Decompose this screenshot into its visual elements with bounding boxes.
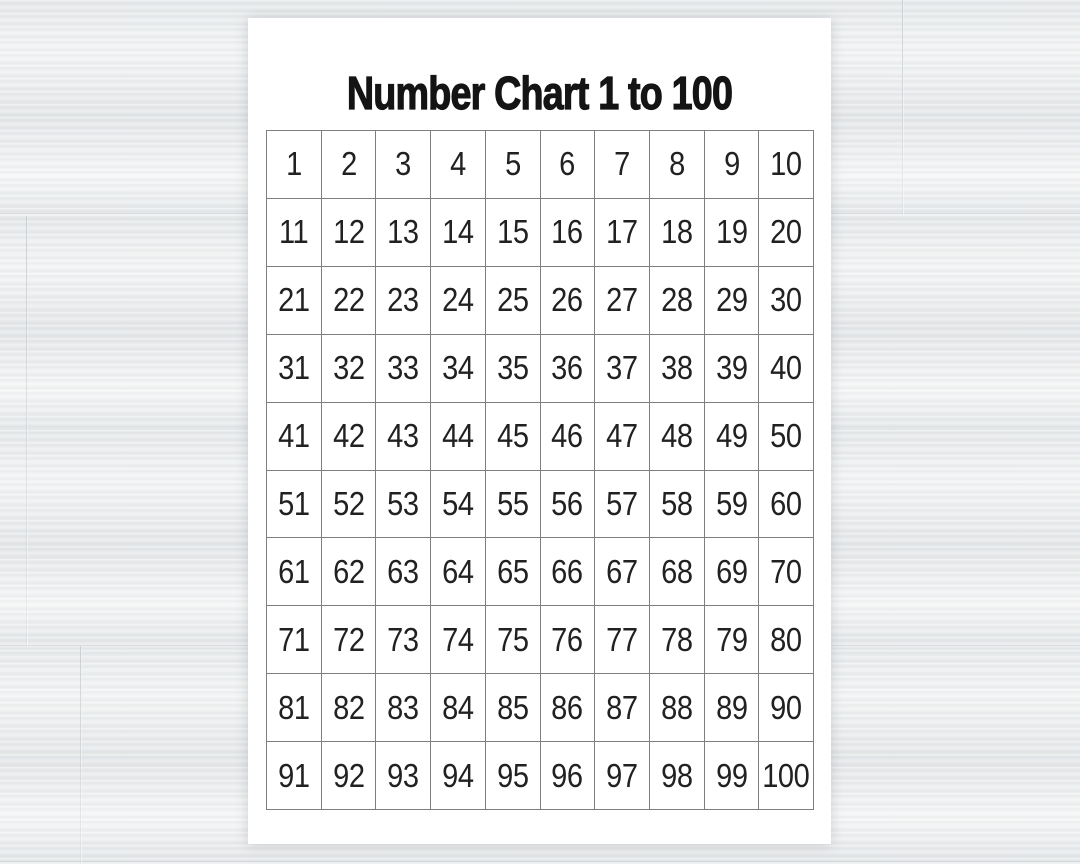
number-cell bbox=[376, 131, 431, 199]
number-cell bbox=[376, 742, 431, 810]
number-cell bbox=[705, 131, 760, 199]
number-label: 77 bbox=[606, 620, 638, 658]
number-label: 18 bbox=[661, 213, 693, 251]
number-label: 36 bbox=[551, 349, 584, 387]
number-cell bbox=[267, 131, 322, 199]
number-cell bbox=[650, 199, 705, 267]
number-label: 38 bbox=[661, 349, 693, 387]
number-cell bbox=[705, 199, 760, 267]
plank-seam bbox=[26, 216, 28, 646]
number-cell bbox=[376, 403, 431, 471]
number-label: 55 bbox=[496, 484, 529, 522]
number-label: 90 bbox=[770, 688, 802, 726]
number-cell bbox=[759, 471, 814, 539]
number-cell bbox=[431, 335, 486, 403]
plank-seam bbox=[902, 0, 904, 215]
number-cell bbox=[486, 742, 541, 810]
number-label: 81 bbox=[278, 688, 310, 726]
number-label: 86 bbox=[551, 688, 584, 726]
number-label: 17 bbox=[606, 213, 638, 251]
number-cell bbox=[650, 538, 705, 606]
number-label: 5 bbox=[504, 145, 521, 183]
number-cell bbox=[595, 742, 650, 810]
number-label: 37 bbox=[606, 349, 638, 387]
number-cell bbox=[486, 674, 541, 742]
number-label: 11 bbox=[279, 213, 309, 251]
number-cell bbox=[759, 538, 814, 606]
number-cell bbox=[431, 606, 486, 674]
number-cell bbox=[759, 742, 814, 810]
number-cell bbox=[486, 267, 541, 335]
number-label: 93 bbox=[387, 756, 419, 794]
number-cell bbox=[650, 267, 705, 335]
number-cell bbox=[431, 403, 486, 471]
number-cell bbox=[486, 335, 541, 403]
plank-seam bbox=[80, 646, 82, 864]
number-label: 69 bbox=[715, 552, 748, 590]
number-label: 49 bbox=[715, 417, 748, 455]
number-cell bbox=[431, 538, 486, 606]
number-label: 70 bbox=[770, 552, 802, 590]
number-cell bbox=[267, 606, 322, 674]
number-label: 59 bbox=[715, 484, 748, 522]
number-label: 25 bbox=[496, 281, 529, 319]
number-label: 92 bbox=[332, 756, 365, 794]
number-cell bbox=[705, 471, 760, 539]
number-grid bbox=[266, 130, 814, 810]
number-cell bbox=[759, 199, 814, 267]
number-cell bbox=[486, 131, 541, 199]
number-cell bbox=[376, 471, 431, 539]
number-label: 68 bbox=[661, 552, 693, 590]
number-cell bbox=[541, 335, 596, 403]
number-label: 35 bbox=[496, 349, 529, 387]
number-label: 88 bbox=[661, 688, 693, 726]
number-label: 64 bbox=[442, 552, 474, 590]
number-label: 26 bbox=[551, 281, 584, 319]
number-label: 95 bbox=[496, 756, 529, 794]
number-cell bbox=[267, 335, 322, 403]
number-label: 66 bbox=[551, 552, 584, 590]
number-label: 62 bbox=[332, 552, 365, 590]
number-cell bbox=[322, 538, 377, 606]
number-cell bbox=[267, 403, 322, 471]
number-label: 14 bbox=[442, 213, 474, 251]
number-label: 65 bbox=[496, 552, 529, 590]
number-cell bbox=[322, 335, 377, 403]
number-label: 10 bbox=[770, 145, 802, 183]
number-cell bbox=[486, 403, 541, 471]
number-label: 54 bbox=[442, 484, 474, 522]
number-label: 40 bbox=[770, 349, 802, 387]
number-cell bbox=[705, 403, 760, 471]
number-label: 57 bbox=[606, 484, 638, 522]
number-label: 100 bbox=[762, 756, 810, 794]
number-label: 48 bbox=[661, 417, 693, 455]
number-cell bbox=[595, 403, 650, 471]
number-label: 2 bbox=[340, 145, 357, 183]
number-cell bbox=[595, 131, 650, 199]
number-label: 85 bbox=[496, 688, 529, 726]
number-label: 91 bbox=[278, 756, 310, 794]
number-label: 1 bbox=[285, 145, 302, 183]
number-label: 24 bbox=[442, 281, 474, 319]
number-cell bbox=[431, 267, 486, 335]
number-cell bbox=[650, 674, 705, 742]
number-cell bbox=[376, 606, 431, 674]
number-cell bbox=[595, 471, 650, 539]
number-cell bbox=[650, 335, 705, 403]
number-label: 41 bbox=[278, 417, 310, 455]
number-cell bbox=[322, 606, 377, 674]
number-label: 42 bbox=[332, 417, 365, 455]
number-label: 50 bbox=[770, 417, 802, 455]
number-cell bbox=[650, 606, 705, 674]
number-cell bbox=[595, 606, 650, 674]
number-cell bbox=[322, 471, 377, 539]
number-cell bbox=[431, 742, 486, 810]
number-cell bbox=[486, 538, 541, 606]
number-label: 15 bbox=[496, 213, 529, 251]
number-cell bbox=[322, 674, 377, 742]
number-cell bbox=[650, 742, 705, 810]
poster-title: Number Chart 1 to 100 bbox=[346, 67, 733, 119]
number-cell bbox=[759, 267, 814, 335]
number-cell bbox=[486, 471, 541, 539]
number-label: 29 bbox=[715, 281, 748, 319]
number-label: 83 bbox=[387, 688, 419, 726]
number-label: 13 bbox=[387, 213, 419, 251]
number-label: 44 bbox=[442, 417, 474, 455]
number-cell bbox=[431, 471, 486, 539]
number-cell bbox=[541, 403, 596, 471]
number-cell bbox=[267, 674, 322, 742]
printable-sheet bbox=[248, 18, 831, 844]
number-cell bbox=[267, 267, 322, 335]
number-label: 97 bbox=[606, 756, 638, 794]
number-label: 99 bbox=[715, 756, 748, 794]
number-label: 20 bbox=[770, 213, 802, 251]
number-label: 23 bbox=[387, 281, 419, 319]
number-label: 45 bbox=[496, 417, 529, 455]
number-label: 4 bbox=[450, 145, 466, 183]
number-label: 51 bbox=[278, 484, 310, 522]
number-label: 58 bbox=[661, 484, 693, 522]
number-cell bbox=[705, 538, 760, 606]
number-label: 22 bbox=[332, 281, 365, 319]
number-cell bbox=[322, 267, 377, 335]
number-label: 39 bbox=[715, 349, 748, 387]
number-cell bbox=[759, 335, 814, 403]
number-cell bbox=[541, 131, 596, 199]
number-cell bbox=[322, 131, 377, 199]
number-label: 76 bbox=[551, 620, 584, 658]
number-cell bbox=[376, 674, 431, 742]
number-cell bbox=[541, 267, 596, 335]
number-cell bbox=[705, 606, 760, 674]
number-label: 79 bbox=[715, 620, 748, 658]
number-cell bbox=[759, 674, 814, 742]
number-label: 9 bbox=[723, 145, 740, 183]
number-label: 71 bbox=[278, 620, 310, 658]
number-cell bbox=[759, 403, 814, 471]
number-label: 63 bbox=[387, 552, 419, 590]
number-label: 74 bbox=[442, 620, 474, 658]
number-label: 31 bbox=[278, 349, 310, 387]
number-label: 78 bbox=[661, 620, 693, 658]
number-cell bbox=[431, 131, 486, 199]
number-cell bbox=[431, 199, 486, 267]
number-label: 46 bbox=[551, 417, 584, 455]
number-cell bbox=[705, 267, 760, 335]
number-cell bbox=[376, 199, 431, 267]
number-cell bbox=[376, 538, 431, 606]
number-label: 60 bbox=[770, 484, 802, 522]
number-label: 56 bbox=[551, 484, 584, 522]
number-label: 16 bbox=[551, 213, 584, 251]
number-label: 96 bbox=[551, 756, 584, 794]
number-cell bbox=[759, 131, 814, 199]
number-cell bbox=[595, 199, 650, 267]
number-label: 52 bbox=[332, 484, 365, 522]
number-cell bbox=[541, 742, 596, 810]
number-label: 3 bbox=[395, 145, 412, 183]
number-label: 61 bbox=[278, 552, 310, 590]
number-cell bbox=[376, 267, 431, 335]
number-label: 27 bbox=[606, 281, 638, 319]
number-cell bbox=[595, 674, 650, 742]
number-label: 8 bbox=[668, 145, 685, 183]
number-label: 34 bbox=[442, 349, 474, 387]
number-cell bbox=[705, 674, 760, 742]
number-label: 67 bbox=[606, 552, 638, 590]
number-cell bbox=[322, 199, 377, 267]
number-cell bbox=[541, 471, 596, 539]
number-cell bbox=[705, 742, 760, 810]
number-cell bbox=[486, 199, 541, 267]
number-cell bbox=[267, 199, 322, 267]
number-cell bbox=[376, 335, 431, 403]
number-label: 82 bbox=[332, 688, 365, 726]
number-label: 94 bbox=[442, 756, 474, 794]
number-label: 73 bbox=[387, 620, 419, 658]
number-label: 19 bbox=[715, 213, 748, 251]
number-cell bbox=[267, 742, 322, 810]
number-cell bbox=[650, 403, 705, 471]
number-label: 7 bbox=[614, 145, 630, 183]
number-label: 72 bbox=[332, 620, 365, 658]
number-label: 30 bbox=[770, 281, 802, 319]
number-label: 6 bbox=[559, 145, 576, 183]
number-cell bbox=[267, 471, 322, 539]
number-cell bbox=[486, 606, 541, 674]
number-label: 53 bbox=[387, 484, 419, 522]
number-cell bbox=[541, 606, 596, 674]
number-cell bbox=[541, 674, 596, 742]
number-label: 84 bbox=[442, 688, 474, 726]
number-label: 28 bbox=[661, 281, 693, 319]
number-label: 80 bbox=[770, 620, 802, 658]
number-cell bbox=[705, 335, 760, 403]
number-cell bbox=[595, 335, 650, 403]
number-label: 43 bbox=[387, 417, 419, 455]
number-cell bbox=[431, 674, 486, 742]
number-cell bbox=[595, 538, 650, 606]
number-cell bbox=[322, 403, 377, 471]
number-cell bbox=[650, 131, 705, 199]
number-label: 33 bbox=[387, 349, 419, 387]
number-cell bbox=[541, 538, 596, 606]
number-label: 21 bbox=[278, 281, 310, 319]
number-label: 89 bbox=[715, 688, 748, 726]
number-label: 47 bbox=[606, 417, 638, 455]
number-label: 12 bbox=[332, 213, 365, 251]
number-cell bbox=[322, 742, 377, 810]
number-cell bbox=[541, 199, 596, 267]
number-label: 75 bbox=[496, 620, 529, 658]
number-label: 87 bbox=[606, 688, 638, 726]
number-cell bbox=[759, 606, 814, 674]
number-cell bbox=[267, 538, 322, 606]
number-label: 32 bbox=[332, 349, 365, 387]
number-cell bbox=[595, 267, 650, 335]
number-cell bbox=[650, 471, 705, 539]
number-label: 98 bbox=[661, 756, 693, 794]
